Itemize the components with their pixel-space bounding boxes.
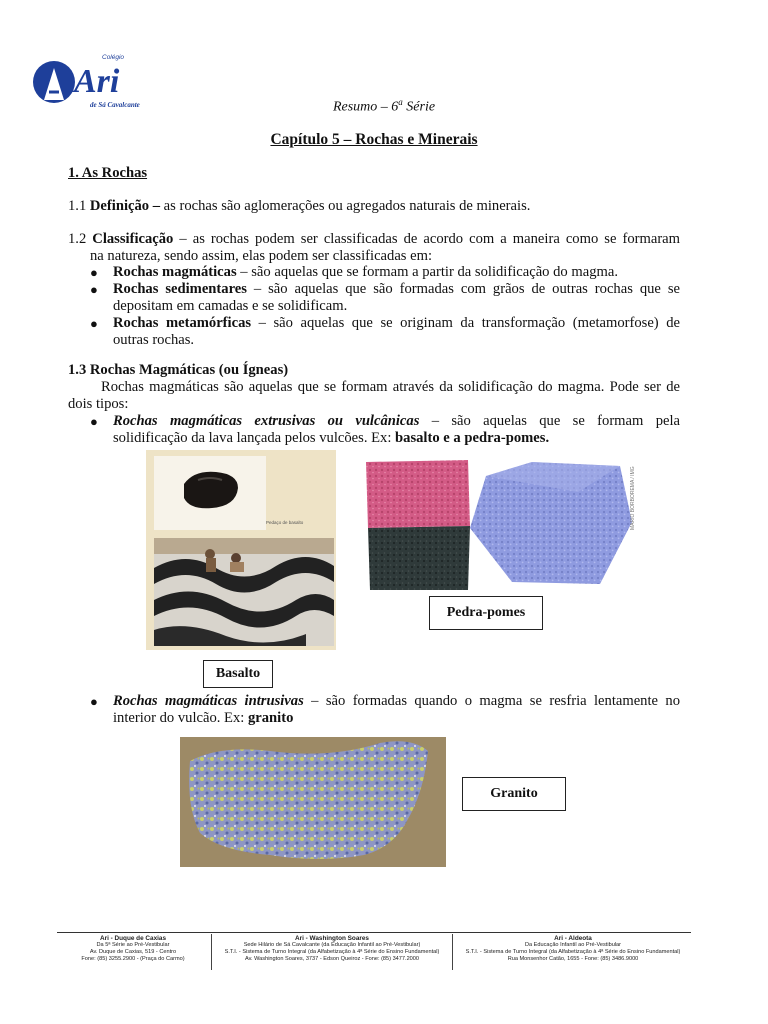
- extrusive-example-prefix: solidificação da lava lançada pelos vulcões. Ex:: [113, 430, 396, 446]
- type-item-magmatic: [113, 264, 680, 281]
- logo-college-word: Colégio: [102, 54, 125, 61]
- intrusive-label: Rochas magmáticas intrusivas: [113, 693, 304, 709]
- footer-line: Da Educação Infantil ao Pré-Vestibular: [524, 942, 622, 948]
- footer-line: Rua Monsenhor Catão, 1655 - Fone: (85) 3486.9000: [507, 956, 639, 962]
- caption-basalt: Basalto: [203, 660, 273, 688]
- type-label: Rochas sedimentares: [113, 281, 247, 297]
- extrusive-text: – são aquelas que se formam pela: [419, 413, 681, 429]
- footer-line: S.T.I. - Sistema de Turno Integral (da Alfabetização à 4ª Série do Ensino Fundamental): [465, 949, 681, 955]
- footer-head: Ari - Duque de Caxias: [99, 935, 167, 942]
- type-item-sedimentary: [113, 281, 680, 298]
- classification-line2: na natureza, sendo assim, elas podem ser classificadas em:: [90, 248, 433, 264]
- type-text: – são aquelas que se originam da transformação (metamorfose) de: [251, 315, 680, 331]
- type-text: – são aquelas que se formam a partir da solidificação do magma.: [236, 264, 618, 280]
- magmatic-intro-line1: Rochas magmáticas são aquelas que se formam através da solidificação do magma. Pode ser de: [101, 379, 680, 395]
- bullet-icon: ●: [90, 265, 98, 280]
- footer-col-duque: [58, 935, 208, 963]
- extrusive-label: Rochas magmáticas extrusivas ou vulcânicas: [113, 413, 420, 429]
- bullet-icon: ●: [90, 414, 98, 429]
- footer-separator: [211, 934, 212, 970]
- pumice-side-credit: MARIO BORBOREMA / IMG: [630, 466, 636, 530]
- intrusive-line1: [113, 693, 680, 710]
- bullet-icon: ●: [90, 316, 98, 331]
- classification-text: – as rochas podem ser classificadas de acordo com a maneira como se formaram: [173, 231, 681, 247]
- intrusive-line2: [113, 710, 680, 727]
- definition-text: as rochas são aglomerações ou agregados naturais de minerais.: [160, 198, 531, 214]
- summary-suffix: Série: [402, 99, 436, 115]
- bullet-icon: ●: [90, 282, 98, 297]
- extrusive-examples: basalto e a pedra-pomes.: [395, 430, 550, 446]
- footer-line: S.T.I. - Sistema de Turno Integral (da Alfabetização à 4ª Série do Ensino Fundamental): [224, 949, 440, 955]
- classification-line1: [68, 231, 680, 248]
- footer-line: Av. Duque de Caxias, 519 - Centro: [89, 949, 177, 955]
- section-heading-magmatic: 1.3 Rochas Magmáticas (ou Ígneas): [68, 362, 289, 378]
- footer-head: Ari - Aldeota: [554, 935, 592, 942]
- intrusive-text: – são formadas quando o magma se resfria lentamente no: [303, 693, 680, 709]
- section-heading-rocks: 1. As Rochas: [68, 165, 148, 181]
- definition-paragraph: [68, 198, 680, 215]
- footer-line: Sede Hilário de Sá Cavalcante (da Educação Infantil ao Pré-Vestibular): [243, 942, 421, 948]
- extrusive-line1: [113, 413, 680, 430]
- type-label: Rochas magmáticas: [113, 264, 237, 280]
- caption-granite: Granito: [462, 777, 566, 811]
- footer-line: Fone: (85) 3255.2900 - (Praça do Carmo): [81, 956, 185, 962]
- type-item-sedimentary-cont: depositam em camadas e se solidificam.: [113, 298, 348, 314]
- caption-pumice: Pedra-pomes: [429, 596, 543, 630]
- summary-superscript: a: [398, 97, 403, 107]
- type-item-metamorphic-cont: outras rochas.: [113, 332, 195, 348]
- footer-head: Ari - Washington Soares: [295, 935, 369, 942]
- footer-separator: [452, 934, 453, 970]
- pumice-image: [362, 456, 642, 592]
- basalt-photo: [146, 450, 336, 650]
- type-text: – são aquelas que são formadas com grãos de outras rochas que se: [246, 281, 680, 297]
- logo-name: Ari: [74, 63, 120, 100]
- intrusive-example: granito: [247, 710, 294, 726]
- footer-line: Av. Washington Soares, 3737 - Edson Queiroz - Fone: (85) 3477.2000: [244, 956, 420, 962]
- pumice-photo: [362, 456, 642, 592]
- classification-number: 1.2: [68, 231, 93, 247]
- classification-label: Classificação: [92, 231, 174, 247]
- page-title: Capítulo 5 – Rochas e Minerais: [270, 131, 478, 148]
- basalt-image: [146, 450, 336, 650]
- summary-line: [0, 97, 768, 116]
- footer-line: Da 5ª Série ao Pré-Vestibular: [96, 942, 170, 948]
- type-item-metamorphic: [113, 315, 680, 332]
- granite-photo: [180, 737, 446, 867]
- extrusive-line2: [113, 430, 680, 447]
- photo-small-caption: Pedaço de basalto: [266, 520, 304, 525]
- definition-number: 1.1: [68, 198, 90, 214]
- magmatic-intro-line2: dois tipos:: [68, 396, 129, 412]
- intrusive-example-prefix: interior do vulcão. Ex:: [113, 710, 248, 726]
- definition-label: Definição –: [89, 198, 161, 214]
- type-label: Rochas metamórficas: [113, 315, 252, 331]
- footer-col-aldeota: [455, 935, 691, 963]
- footer-col-washington: [214, 935, 450, 963]
- bullet-icon: ●: [90, 694, 98, 709]
- granite-image: [180, 737, 446, 867]
- logo-subtitle: de Sá Cavalcante: [90, 101, 140, 109]
- footer-divider: [57, 932, 691, 933]
- summary-prefix: Resumo – 6: [332, 99, 399, 115]
